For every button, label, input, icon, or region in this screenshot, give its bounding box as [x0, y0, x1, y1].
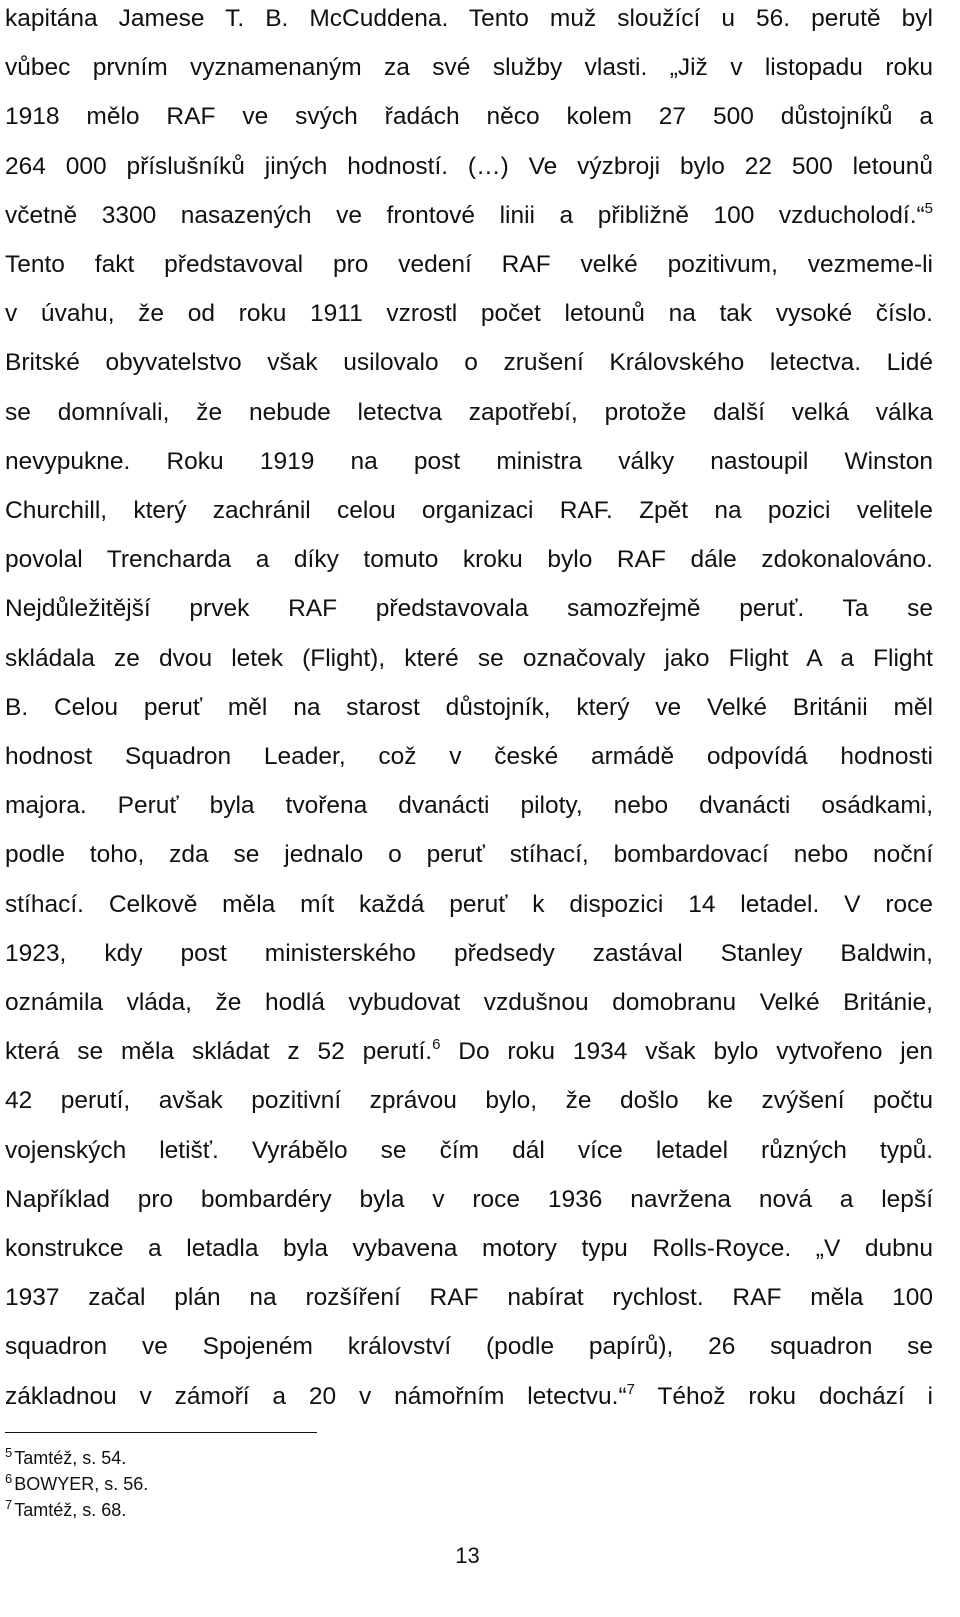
text-line — [5, 888, 933, 922]
text-line — [5, 1035, 933, 1069]
text-line — [5, 1084, 933, 1118]
text-run: kapitána Jamese T. B. McCuddena. Tento muž sloužící u 56. perutě byl — [5, 5, 933, 32]
text-run: Nejdůležitější prvek RAF představovala samozřejmě peruť. Ta se — [5, 595, 933, 623]
text-run: Do roku 1934 však bylo vytvořeno jen — [440, 1038, 933, 1066]
text-run: konstrukce a letadla byla vybavena motory typu Rolls-Royce. „V dubnu — [5, 1235, 933, 1262]
text-line — [5, 2, 933, 36]
text-run: vůbec prvním vyznamenaným za své služby vlasti. „Již v listopadu roku — [5, 54, 933, 82]
footnote-reference: 5 — [924, 199, 933, 217]
text-line — [5, 248, 933, 282]
text-run: vojenských letišť. Vyrábělo se čím dál více letadel různých typů. — [5, 1136, 933, 1164]
text-line — [5, 396, 933, 430]
text-run: povolal Trencharda a díky tomuto kroku bylo RAF dále zdokonalováno. — [5, 546, 933, 574]
text-run: která se měla skládat z 52 perutí. — [5, 1038, 433, 1066]
footnote-text: Tamtéž, s. 68. — [14, 1500, 127, 1520]
text-line — [5, 150, 933, 184]
text-run: nevypukne. Roku 1919 na post ministra války nastoupil Winston — [5, 447, 933, 475]
text-line — [5, 789, 933, 823]
text-run: v úvahu, že od roku 1911 vzrostl počet letounů na tak vysoké číslo. — [5, 300, 933, 328]
footnote-5 — [5, 1446, 126, 1470]
text-line — [5, 740, 933, 774]
footnote-reference: 7 — [626, 1380, 635, 1398]
text-line — [5, 494, 933, 528]
footnote-7 — [5, 1498, 126, 1522]
footnote-reference: 6 — [432, 1036, 441, 1054]
text-run: oznámila vláda, že hodlá vybudovat vzdušnou domobranu Velké Británie, — [5, 989, 933, 1016]
footnote-number: 5 — [5, 1445, 13, 1460]
text-run: 42 perutí, avšak pozitivní zprávou bylo, že došlo ke zvýšení počtu — [5, 1087, 933, 1115]
text-line — [5, 1380, 933, 1414]
text-line — [5, 51, 933, 85]
text-run: 1918 mělo RAF ve svých řadách něco kolem 27 500 důstojníků a — [5, 103, 933, 131]
text-run: squadron ve Spojeném království (podle papírů), 26 squadron se — [5, 1333, 933, 1361]
text-run: hodnost Squadron Leader, což v české armádě odpovídá hodnosti — [5, 743, 933, 770]
text-line — [5, 1330, 933, 1364]
text-line — [5, 1183, 933, 1217]
text-run: základnou v zámoří a 20 v námořním letectvu.“ — [5, 1382, 627, 1410]
text-line — [5, 592, 933, 626]
text-run: skládala ze dvou letek (Flight), které se označovaly jako Flight A a Flight — [5, 644, 933, 672]
text-run: 1937 začal plán na rozšíření RAF nabírat rychlost. RAF měla 100 — [5, 1284, 933, 1312]
text-line — [5, 1232, 933, 1266]
text-line — [5, 297, 933, 331]
text-line — [5, 100, 933, 134]
text-line — [5, 642, 933, 676]
text-line — [5, 838, 933, 872]
text-line — [5, 199, 933, 233]
footnote-separator — [5, 1432, 317, 1433]
footnote-number: 6 — [5, 1471, 13, 1486]
text-line — [5, 346, 933, 380]
footnote-text: BOWYER, s. 56. — [14, 1474, 149, 1494]
footnote-6 — [5, 1472, 148, 1496]
text-line — [5, 1281, 933, 1315]
text-run: Churchill, který zachránil celou organizaci RAF. Zpět na pozici velitele — [5, 497, 933, 524]
text-line — [5, 937, 933, 971]
text-run: Téhož roku dochází i — [635, 1382, 933, 1410]
page-number: 13 — [455, 1543, 480, 1568]
text-line — [5, 691, 933, 725]
text-run: Britské obyvatelstvo však usilovalo o zrušení Královského letectva. Lidé — [5, 349, 933, 377]
text-run: Například pro bombardéry byla v roce 1936 navržena nová a lepší — [5, 1185, 933, 1213]
text-run: 1923, kdy post ministerského předsedy zastával Stanley Baldwin, — [5, 939, 933, 967]
text-line — [5, 543, 933, 577]
text-run: podle toho, zda se jednalo o peruť stíhací, bombardovací nebo noční — [5, 841, 933, 869]
text-run: včetně 3300 nasazených ve frontové linii a přibližně 100 vzducholodí.“ — [5, 201, 925, 229]
footnote-number: 7 — [5, 1497, 13, 1512]
text-run: 264 000 příslušníků jiných hodností. (…) Ve výzbroji bylo 22 500 letounů — [5, 152, 933, 180]
text-line — [5, 445, 933, 479]
text-line — [5, 986, 933, 1020]
text-run: B. Celou peruť měl na starost důstojník, který ve Velké Británii měl — [5, 693, 933, 721]
text-run: se domnívali, že nebude letectva zapotřebí, protože další velká válka — [5, 398, 933, 426]
footnote-text: Tamtéž, s. 54. — [14, 1448, 127, 1468]
text-run: Tento fakt představoval pro vedení RAF velké pozitivum, vezmeme-li — [5, 251, 933, 278]
text-run: stíhací. Celkově měla mít každá peruť k dispozici 14 letadel. V roce — [5, 890, 933, 918]
text-run: majora. Peruť byla tvořena dvanácti piloty, nebo dvanácti osádkami, — [5, 792, 933, 820]
text-line — [5, 1134, 933, 1168]
